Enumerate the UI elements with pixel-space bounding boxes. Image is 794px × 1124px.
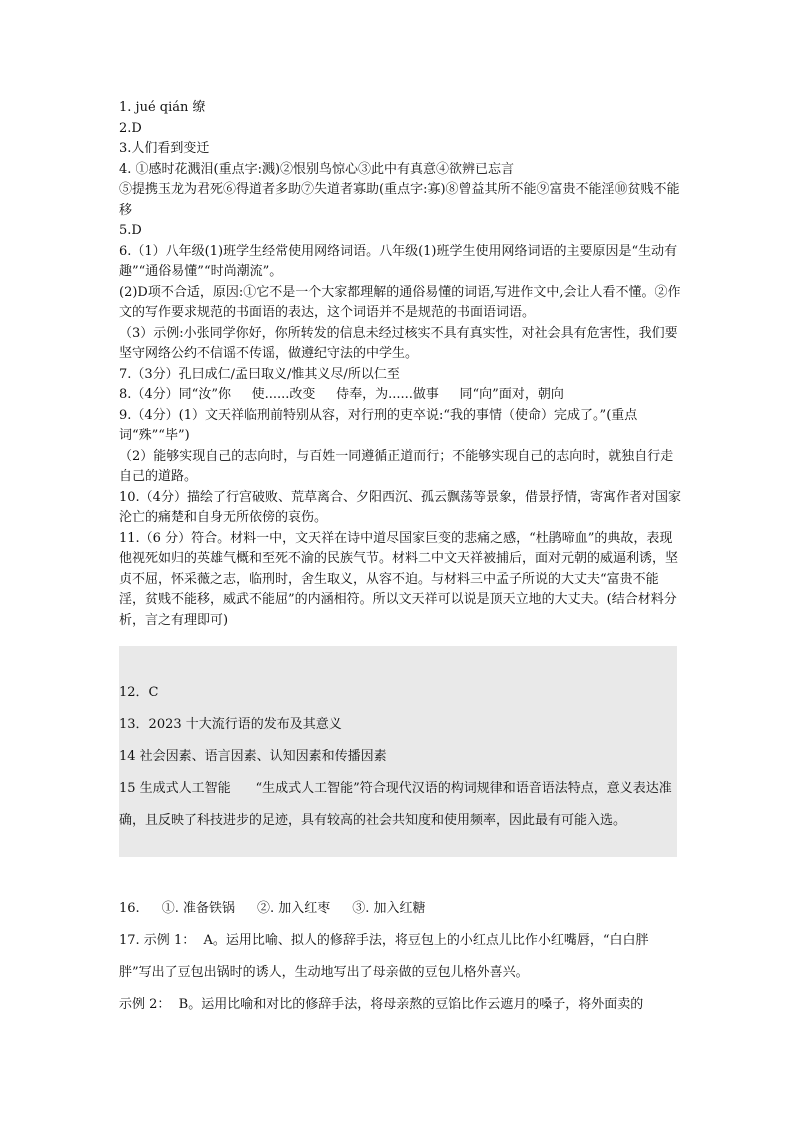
answer-section-3 [119, 893, 679, 1021]
answer-line-17-2: 示例 2： B。运用比喻和对比的修辞手法，将母亲熬的豆馅比作云遮月的嗓子，将外面卖的 [119, 997, 644, 1012]
answer-section-2 [119, 677, 673, 837]
answer-line-12: 12．C [119, 685, 159, 700]
q16-step-3: ③. 加入红糖 [352, 901, 426, 916]
answer-line-1: 1. jué qián 缭 [119, 100, 206, 115]
q16-step-1: ①. 准备铁锅 [161, 901, 235, 916]
answer-line-4b: ⑤提携玉龙为君死⑥得道者多助⑦失道者寡助(重点字:寡)⑧曾益其所不能⑨富贵不能淫⑩贫贱不能移 [119, 182, 680, 218]
answer-line-16 [119, 893, 679, 925]
answer-line-14: 14 社会因素、语言因素、认知因素和传播因素 [119, 749, 387, 764]
answer-line-3: 3.人们看到变迁 [119, 141, 210, 156]
answer-line-8: 8.（4分）同“汝”你 使......改变 侍奉，为......做事 同“向”面对，朝向 [119, 387, 564, 402]
answer-line-7: 7.（3分）孔曰成仁/孟曰取义/惟其义尽/所以仁至 [119, 366, 400, 382]
answer-line-6-2: (2)D项不合适，原因:①它不是一个大家都理解的通俗易懂的词语,写进作文中,会让人看不懂。②作文的写作要求规范的书面语的表达，这个词语并不是规范的书面语词语。 [119, 284, 681, 320]
answer-line-6-1: 6.（1）八年级(1)班学生经常使用网络词语。八年级(1)班学生使用网络词语的主要原因是“生动有趣”“通俗易懂”“时尚潮流”。 [119, 243, 678, 279]
q16-number: 16. [119, 901, 140, 916]
answer-section-1 [119, 98, 681, 631]
answer-line-13: 13．2023 十大流行语的发布及其意义 [119, 717, 342, 732]
answer-line-10: 10.（4分）描绘了行宫破败、荒草离合、夕阳西沉、孤云飘荡等景象，借景抒情，寄寓作者对国家沦亡的痛楚和自身无所依傍的哀伤。 [119, 489, 681, 525]
answer-line-2: 2.D [119, 120, 142, 136]
answer-line-5: 5.D [119, 223, 142, 238]
q16-step-2: ②. 加入红枣 [256, 901, 331, 916]
answer-line-9-2: （2）能够实现自己的志向时，与百姓一同遵循正道而行；不能够实现自己的志向时，就独自行走自己的道路。 [119, 448, 674, 484]
answer-line-15: 15 生成式人工智能 “生成式人工智能”符合现代汉语的构词规律和语音语法特点，意义表达准确，且反映了科技进步的足迹，具有较高的社会共知度和使用频率，因此最有可能入选。 [119, 781, 672, 828]
answer-line-6-3: （3）示例:小张同学你好，你所转发的信息未经过核实不具有真实性，对社会具有危害性，我们要坚守网络公约不信谣不传谣，做遵纪守法的中学生。 [119, 325, 678, 361]
answer-line-9-1: 9.（4分）(1）文天祥临刑前特别从容，对行刑的吏卒说:“我的事情（使命）完成了。”(重点词“殊”“毕”) [119, 407, 638, 443]
answer-line-17-1: 17. 示例 1： A。运用比喻、拟人的修辞手法，将豆包上的小红点儿比作小红嘴唇，“白白胖胖”写出了豆包出锅时的诱人，生动地写出了母亲做的豆包儿格外喜兴。 [119, 933, 649, 980]
answer-line-4: 4. ①感时花溅泪(重点字:溅)②恨别鸟惊心③此中有真意④欲辨已忘言 [119, 161, 515, 177]
answer-line-11: 11.（6 分）符合。材料一中，文天祥在诗中道尽国家巨变的悲痛之感，“杜鹃啼血”的典故，表现他视死如归的英雄气概和至死不渝的民族气节。材料二中文天祥被捕后，面对元朝的威逼利诱，坚贞不屈，怀采薇之志，临刑时，舍生取义，从容不迫。与材料三中孟子所说的大丈夫“富贵不能淫，贫贱不能移，威武不能屈”的内涵相符。所以文天祥可以说是顶天立地的大丈夫。(结合材料分析，言之有理即可) [119, 530, 679, 628]
